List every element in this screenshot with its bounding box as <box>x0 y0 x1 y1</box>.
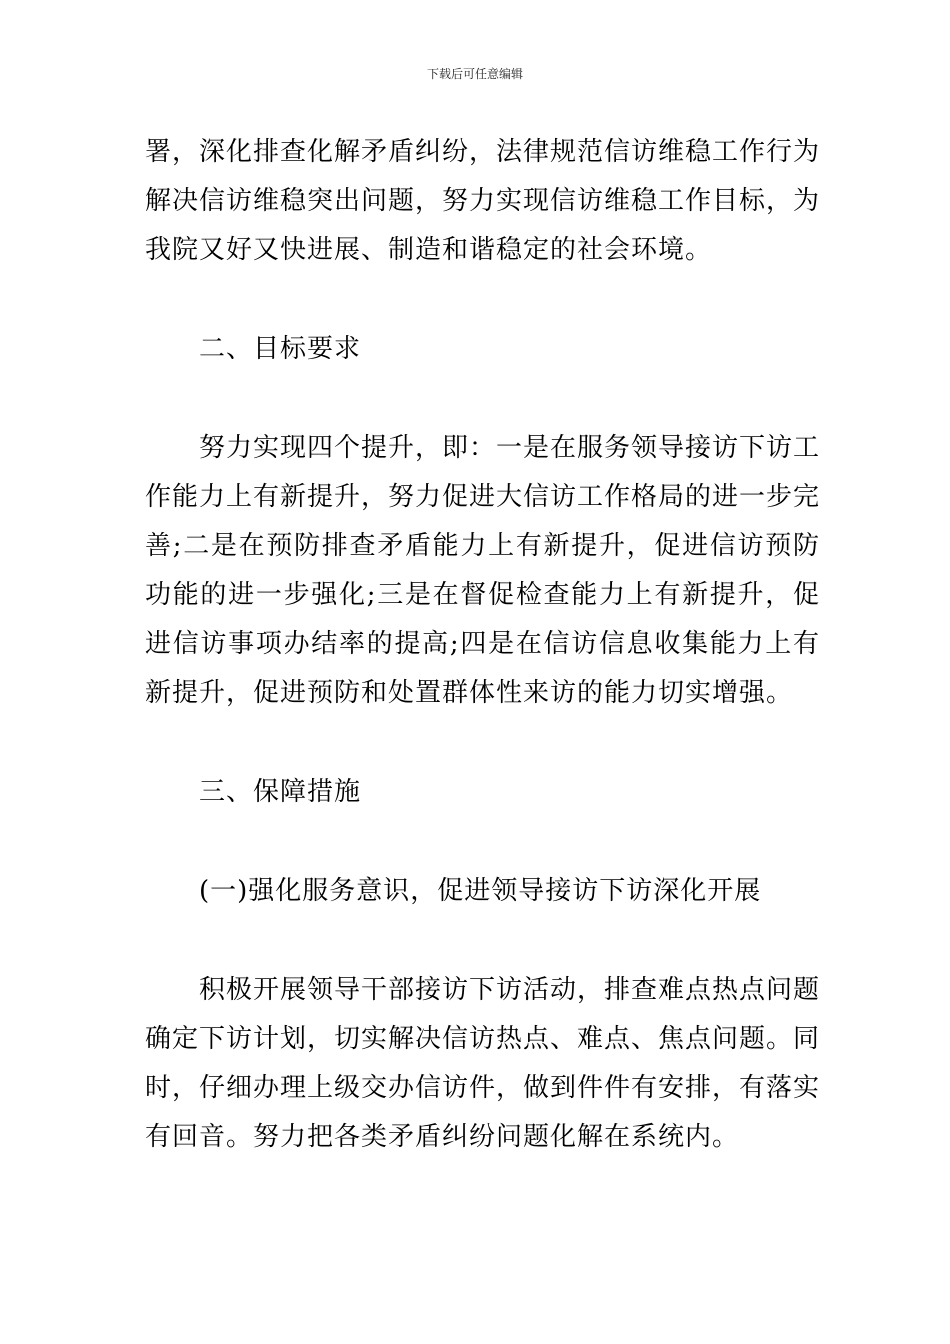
spacer <box>145 275 820 325</box>
spacer <box>145 718 820 768</box>
header-note: 下载后可任意编辑 <box>426 67 523 81</box>
spacer <box>145 817 820 867</box>
goals-paragraph: 努力实现四个提升，即：一是在服务领导接访下访工作能力上有新提升，努力促进大信访工作格局的进一步完善;二是在预防排查矛盾能力上有新提升，促进信访预防功能的进一步强化;三是在督促检查能力上有新提升，促进信访事项办结率的提高;四是在信访信息收集能力上有新提升，促进预防和处置群体性来访的能力切实增强。 <box>145 433 821 708</box>
document-body <box>145 128 820 1162</box>
spacer <box>145 374 820 424</box>
spacer <box>145 916 820 966</box>
service-paragraph: 积极开展领导干部接访下访活动，排查难点热点问题确定下访计划，切实解决信访热点、难点、焦点问题。同时，仔细办理上级交办信访件，做到件件有安排，有落实有回音。努力把各类矛盾纠纷问题化解在系统内。 <box>145 975 821 1152</box>
section-heading-goals: 二、目标要求 <box>199 334 362 364</box>
intro-paragraph: 署，深化排查化解矛盾纠纷，法律规范信访维稳工作行为解决信访维稳突出问题，努力实现信访维稳工作目标，为我院又好又快进展、制造和谐稳定的社会环境。 <box>145 137 821 265</box>
section-heading-measures: 三、保障措施 <box>199 777 362 807</box>
subsection-heading-service: (一)强化服务意识，促进领导接访下访深化开展 <box>199 876 762 906</box>
